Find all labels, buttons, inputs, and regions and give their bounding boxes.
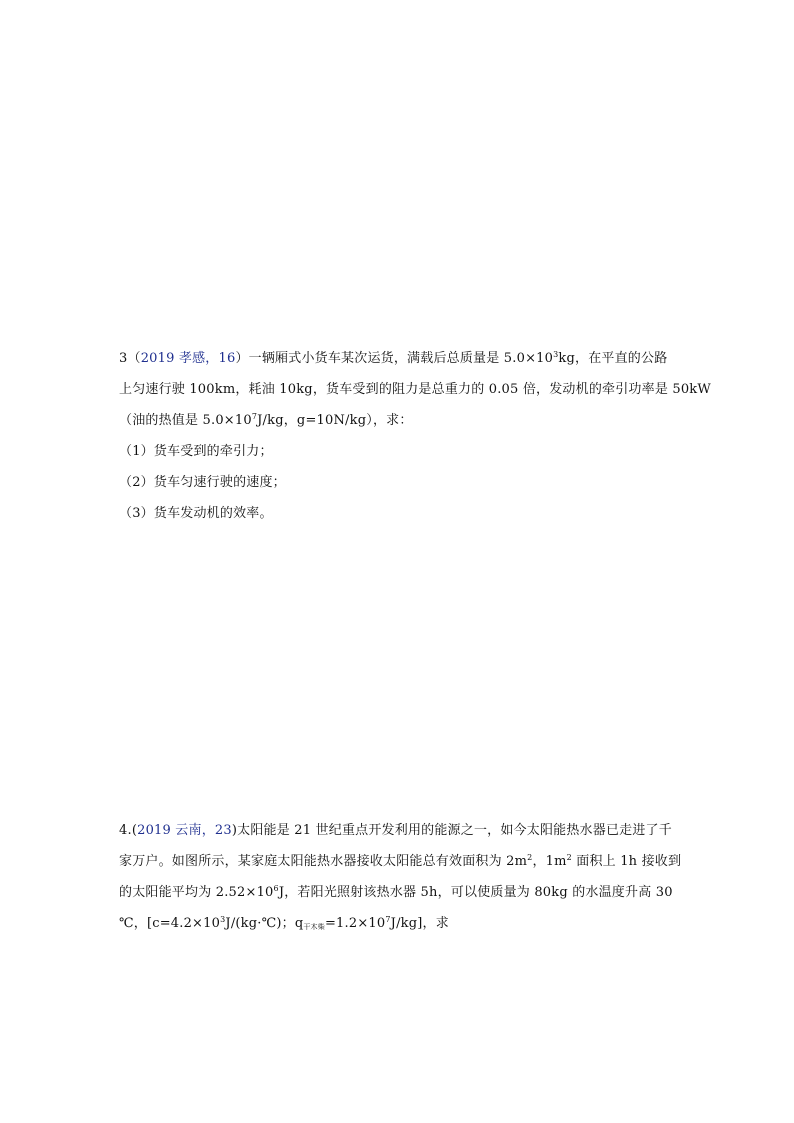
problem-4-line-2-c: 面积上 1h 接收到 — [571, 854, 682, 869]
problem-3-source-open: （ — [127, 351, 141, 366]
problem-3-line-3-head: （油的热值是 5.0×10 — [119, 413, 252, 428]
problem-4-source-close: ) — [231, 823, 238, 838]
problem-4-exponent-2: 2 — [566, 853, 572, 862]
problem-3-line-3 — [119, 410, 681, 441]
problem-4-line-4-b: J/(kg·℃)；q — [225, 916, 304, 931]
problem-4-line-1-text: 太阳能是 21 世纪重点开发利用的能源之一，如今太阳能热水器已走进了千 — [237, 823, 672, 838]
problem-4-line-3-b: J，若阳光照射该热水器 5h，可以使质量为 80kg 的水温度升高 30 — [278, 885, 673, 900]
problem-3-line-3-tail: J/kg，g=10N/kg），求： — [257, 413, 413, 428]
problem-4-line-4 — [119, 913, 681, 944]
problem-4-exponent-3: 6 — [273, 884, 279, 893]
problem-4-line-4-a: ℃，[c=4.2×10 — [119, 916, 221, 931]
problem-4-line-1 — [119, 820, 681, 851]
problem-3-question-3: （3）货车发动机的效率。 — [119, 506, 273, 521]
problem-4-line-4-c: =1.2×10 — [324, 916, 386, 931]
problem-4 — [119, 820, 681, 944]
problem-4-line-2 — [119, 851, 681, 882]
problem-4-source-open: ( — [131, 823, 138, 838]
problem-4-line-3-a: 的太阳能平均为 2.52×10 — [119, 885, 274, 900]
problem-3-question-2: （2）货车匀速行驶的速度； — [119, 475, 286, 490]
problem-4-subscript: 干木柴 — [303, 923, 325, 931]
problem-4-line-4-d: J/kg]，求 — [390, 916, 449, 931]
problem-3-source: 2019 孝感，16 — [140, 351, 236, 366]
problem-3-exponent-1: 3 — [553, 350, 559, 359]
problem-3-source-close: ） — [235, 351, 249, 366]
problem-4-exponent-4: 3 — [220, 915, 226, 924]
problem-4-line-2-a: 家万户。如图所示，某家庭太阳能热水器接收太阳能总有效面积为 2m — [119, 854, 528, 869]
problem-3 — [119, 348, 711, 534]
problem-3-line-1 — [119, 348, 681, 379]
problem-4-line-2-b: ，1m — [532, 854, 567, 869]
problem-3-exponent-2: 7 — [251, 412, 258, 421]
problem-3-question-1: （1）货车受到的牵引力； — [119, 444, 273, 459]
problem-3-line-1-tail: kg，在平直的公路 — [558, 351, 668, 366]
problem-3-line-1-text: 一辆厢式小货车某次运货，满载后总质量是 5.0×10 — [248, 351, 554, 366]
problem-3-line-2: 上匀速行驶 100km，耗油 10kg，货车受到的阻力是总重力的 0.05 倍，发动机的牵引功率是 50kW — [119, 382, 711, 397]
problem-4-number: 4. — [119, 823, 132, 838]
problem-3-number: 3 — [119, 351, 128, 366]
problem-4-source: 2019 云南，23 — [137, 823, 232, 838]
problem-4-exponent-1: 2 — [527, 853, 533, 862]
problem-4-line-3 — [119, 882, 681, 913]
problem-4-exponent-5: 7 — [385, 915, 391, 924]
